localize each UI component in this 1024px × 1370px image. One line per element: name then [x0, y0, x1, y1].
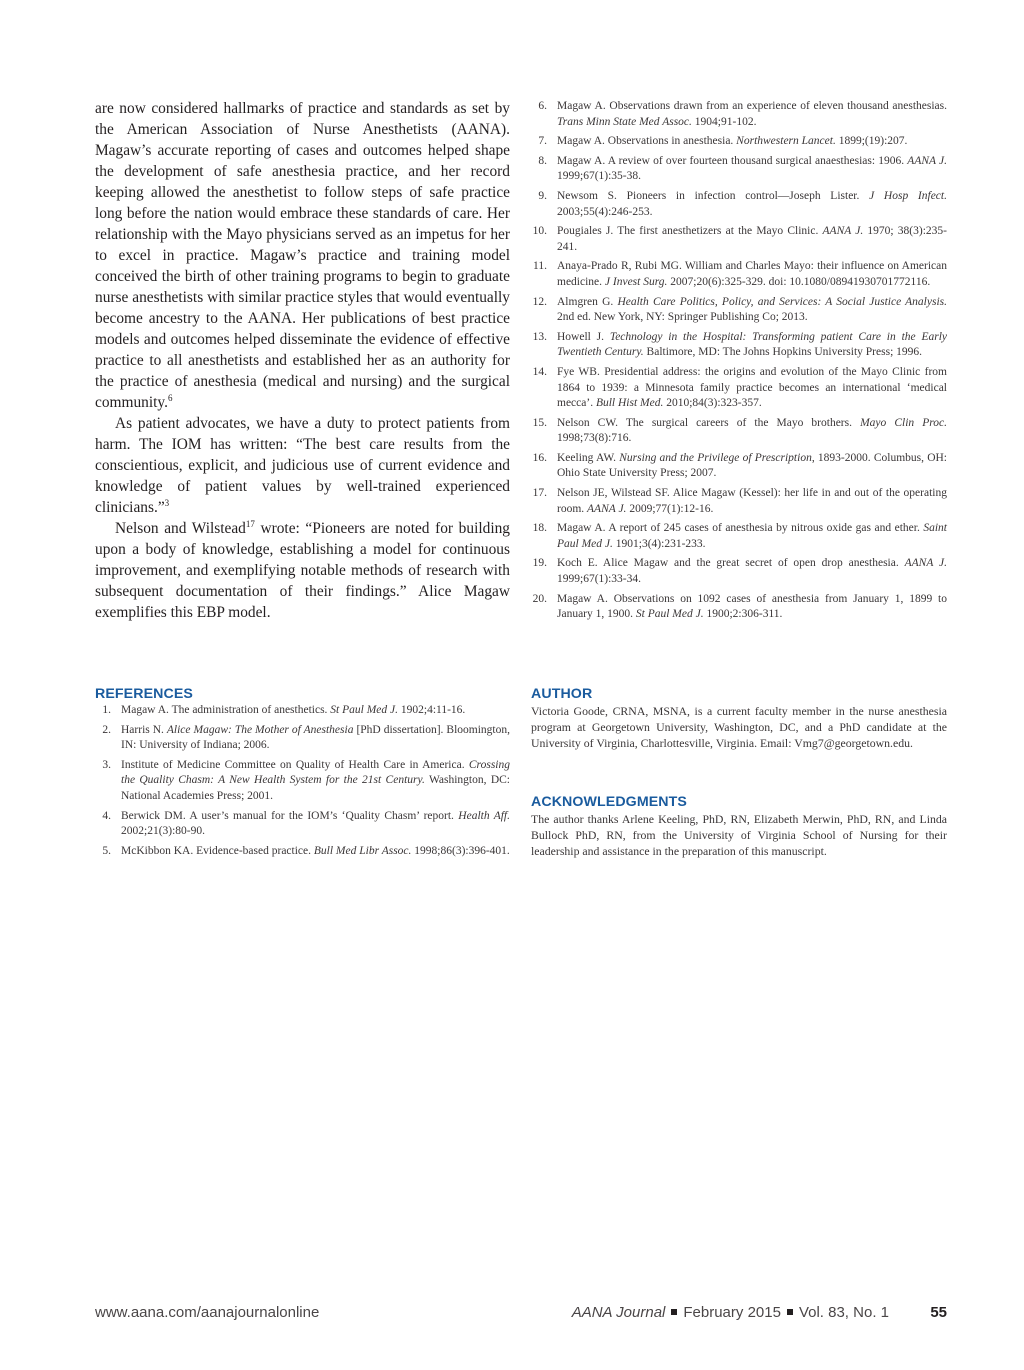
reference-number: 5. [102, 844, 111, 857]
reference-number: 20. [532, 592, 547, 605]
text-run: , 1893-2000. Columbus, OH: Ohio State University Press; 2007. [557, 451, 948, 480]
italic-text: AANA J. [904, 557, 947, 570]
italic-text: Technology in the Hospital: Transforming patient Care in the Early Twentieth Century. [557, 330, 947, 359]
italic-text: AANA J. [907, 154, 947, 167]
body-paragraph [95, 413, 510, 518]
reference-item [531, 154, 947, 185]
italic-text: Nursing and the Privilege of Prescription [619, 451, 812, 464]
reference-item [531, 416, 947, 447]
reference-number: 16. [532, 451, 547, 464]
text-run: 2009;77(1):12-16. [626, 502, 714, 515]
italic-text: St Paul Med J. [635, 608, 704, 621]
text-run: 2002;21(3):80-90. [121, 825, 206, 838]
italic-text: Mayo Clin Proc. [860, 416, 948, 429]
text-run: Baltimore, MD: The Johns Hopkins University Press; 1996. [643, 346, 923, 359]
square-bullet-icon [671, 1309, 677, 1315]
footer-url: www.aana.com/aanajournalonline [95, 1304, 320, 1321]
acknowledgments-text: The author thanks Arlene Keeling, PhD, RN, Elizabeth Merwin, PhD, RN, and Linda Bullock PhD, RN, from the University of Virginia School of Nursing for their leadership and assistance in the preparation of this manuscript. [531, 812, 947, 858]
text-run: Anaya-Prado R, Rubi MG. William and Charles Mayo: their influence on American medicine. [557, 260, 947, 288]
text-run: 1899;(19):207. [835, 135, 908, 148]
reference-item [95, 758, 510, 805]
text-run: Nelson CW. The surgical careers of the Mayo brothers. [557, 416, 861, 429]
text-run: Almgren G. [557, 295, 618, 308]
italic-text: St Paul Med J. [330, 704, 398, 716]
text-run: McKibbon KA. Evidence-based practice. [121, 844, 314, 857]
references-list-continued [531, 99, 947, 623]
reference-number: 6. [538, 100, 547, 112]
italic-text: AANA J. [822, 225, 864, 238]
reference-item [531, 189, 947, 220]
footer-volume: Vol. 83, No. 1 [798, 1304, 889, 1321]
text-run: Harris N. [121, 723, 167, 736]
reference-item [531, 224, 947, 255]
author-section [531, 686, 947, 751]
text-run: Fye WB. Presidential address: the origins and evolution of the Mayo Clinic from 1864 to 1939: a Minnesota family practice becomes an international ‘medical mecca’. [557, 366, 947, 409]
italic-text: Northwestern Lancet. [736, 135, 836, 148]
text-run: Magaw A. Observations on 1092 cases of anesthesia from January 1, 1899 to January 1, 1900. [557, 592, 947, 621]
text-run: 2003;55(4):246-253. [557, 205, 653, 218]
text-run: 1904;91-102. [691, 115, 757, 128]
reference-item [95, 723, 510, 754]
text-run: Newsom S. Pioneers in infection control—Joseph Lister. [557, 190, 870, 203]
italic-text: Health Care Politics, Policy, and Services: A Social Justice Analysis. [617, 295, 947, 308]
text-run: 2nd ed. New York, NY: Springer Publishing Co; 2013. [557, 311, 808, 324]
text-run: 1999;67(1):35-38. [557, 170, 642, 183]
reference-item [531, 451, 947, 482]
text-run: Magaw A. The administration of anesthetics. [121, 704, 331, 716]
citation-superscript: 6 [167, 392, 173, 403]
text-run: Koch E. Alice Magaw and the great secret of open drop anesthesia. [557, 557, 905, 570]
text-run: 1900;2:306-311. [703, 608, 783, 621]
text-run: 1970; 38(3):235-241. [557, 225, 947, 253]
italic-text: Crossing the Quality Chasm: A New Health System for the 21st Century. [121, 758, 510, 787]
reference-number: 17. [532, 487, 547, 500]
citation-superscript: 17 [245, 518, 255, 529]
text-run: Howell J. [557, 330, 610, 343]
footer-issue-date: February 2015 [683, 1304, 781, 1321]
text-run: Magaw A. A review of over fourteen thousand surgical anaesthesias: 1906. [557, 154, 908, 167]
reference-number: 13. [532, 330, 547, 343]
text-run: 1998;73(8):716. [557, 432, 632, 445]
reference-item [531, 330, 947, 361]
reference-number: 2. [102, 723, 111, 736]
reference-number: 7. [538, 135, 547, 148]
italic-text: Health Aff. [458, 809, 510, 822]
author-heading: AUTHOR [531, 686, 593, 702]
reference-number: 8. [538, 154, 547, 167]
body-paragraph [95, 98, 510, 413]
text-run: As patient advocates, we have a duty to protect patients from harm. The IOM has written: “The best care results from the conscientious, explicit, and judicious use of current evidence and knowledge of patient values by well-trained experienced clinicians.” [95, 415, 510, 516]
text-run: wrote: “Pioneers are noted for building upon a body of knowledge, establishing a model for continuous improvement, and exemplifying notable methods of research with subsequent documentation of their findings.” Alice Magaw exemplifies this EBP model. [95, 520, 510, 621]
main-body-column [95, 98, 510, 623]
reference-number: 4. [102, 809, 111, 822]
acknowledgments-section [531, 794, 947, 859]
text-run: [PhD dissertation]. Bloomington, IN: University of Indiana; 2006. [121, 723, 510, 752]
reference-number: 14. [532, 366, 547, 378]
text-run: Institute of Medicine Committee on Quality of Health Care in America. [121, 758, 469, 771]
reference-item [531, 486, 947, 517]
references-right-column [531, 99, 947, 627]
text-run: 1902;4:11-16. [398, 704, 466, 716]
text-run: 2010;84(3):323-357. [663, 397, 762, 409]
text-run: Pougiales J. The first anesthetizers at the Mayo Clinic. [557, 225, 823, 238]
text-run: Magaw A. A report of 245 cases of anesthesia by nitrous oxide gas and ether. [557, 522, 924, 535]
reference-number: 12. [532, 295, 547, 308]
italic-text: AANA J. [587, 502, 627, 515]
references-section [95, 686, 510, 863]
text-run: 1901;3(4):231-233. [612, 537, 706, 550]
citation-superscript: 3 [164, 497, 170, 508]
body-paragraph [95, 518, 510, 623]
text-run: Washington, DC: National Academies Press; 2001. [121, 774, 510, 802]
reference-number: 1. [102, 704, 111, 716]
text-run: 1999;67(1):33-34. [557, 572, 642, 585]
text-run: Nelson and Wilstead [115, 520, 246, 537]
italic-text: Bull Med Libr Assoc. [313, 844, 412, 857]
text-run: Berwick DM. A user’s manual for the IOM’s ‘Quality Chasm’ report. [121, 809, 459, 822]
text-run: Nelson JE, Wilstead SF. Alice Magaw (Kessel): her life in and out of the operating room. [557, 487, 947, 515]
reference-item [531, 295, 947, 326]
reference-item [531, 99, 947, 130]
text-run: 1998;86(3):396-401. [411, 844, 510, 857]
italic-text: Trans Minn State Med Assoc. [557, 115, 692, 128]
reference-number: 15. [532, 416, 547, 429]
text-run: 2007;20(6):325-329. doi: 10.1080/08941930701772116. [667, 275, 931, 288]
reference-number: 3. [102, 758, 111, 771]
reference-item [95, 809, 510, 840]
italic-text: Alice Magaw: The Mother of Anesthesia [166, 723, 354, 736]
references-heading: REFERENCES [95, 686, 193, 702]
reference-item [531, 134, 947, 150]
reference-number: 11. [533, 260, 547, 273]
italic-text: Saint Paul Med J. [557, 522, 947, 550]
page-footer [95, 1304, 947, 1324]
text-run: Magaw A. Observations in anesthesia. [557, 135, 737, 148]
page-number: 55 [930, 1304, 947, 1321]
footer-journal-info [572, 1304, 889, 1321]
reference-number: 10. [532, 225, 547, 238]
reference-number: 19. [532, 557, 547, 570]
text-run: Keeling AW. [557, 451, 620, 464]
reference-item [531, 521, 947, 552]
reference-item [531, 556, 947, 587]
text-run: Magaw A. Observations drawn from an experience of eleven thousand anesthesias. [557, 100, 947, 112]
italic-text: J Invest Surg. [604, 275, 668, 288]
italic-text: Bull Hist Med. [595, 397, 664, 409]
references-list [95, 703, 510, 859]
reference-item [95, 703, 510, 719]
square-bullet-icon [787, 1309, 793, 1315]
reference-item [95, 844, 510, 860]
reference-number: 18. [532, 522, 547, 535]
text-run: are now considered hallmarks of practice and standards as set by the American Association of Nurse Anesthetists (AANA). Magaw’s accurate reporting of cases and outcomes helped shape the development of safe anesthesia practice, and her record keeping allowed the anesthetist to follow steps of safe practice long before the nation would embrace these standards of care. Her relationship with the Mayo physicians served as an impetus for her to excel in practice. Magaw’s practice and training model conceived the birth of other training programs to begin to graduate nurse anesthetists with similar practice styles that would eventually become ancestry to the AANA. Her publications of best practice models and outcomes helped disseminate the evidence of effective practice to all anesthetists and established her as an authority for the practice of anesthesia (medical and nursing) and the surgical community. [95, 100, 510, 411]
reference-item [531, 365, 947, 412]
italic-text: J Hosp Infect. [869, 190, 947, 203]
reference-item [531, 259, 947, 290]
reference-item [531, 592, 947, 623]
footer-journal-name: AANA Journal [571, 1304, 666, 1321]
author-bio: Victoria Goode, CRNA, MSNA, is a current faculty member in the nurse anesthesia program at Georgetown University, Washington, DC, and a PhD candidate at the University of Virginia, Charlottesville, Virginia. Email: Vmg7@georgetown.edu. [531, 704, 947, 750]
acknowledgments-heading: ACKNOWLEDGMENTS [531, 794, 687, 810]
reference-number: 9. [538, 190, 547, 203]
